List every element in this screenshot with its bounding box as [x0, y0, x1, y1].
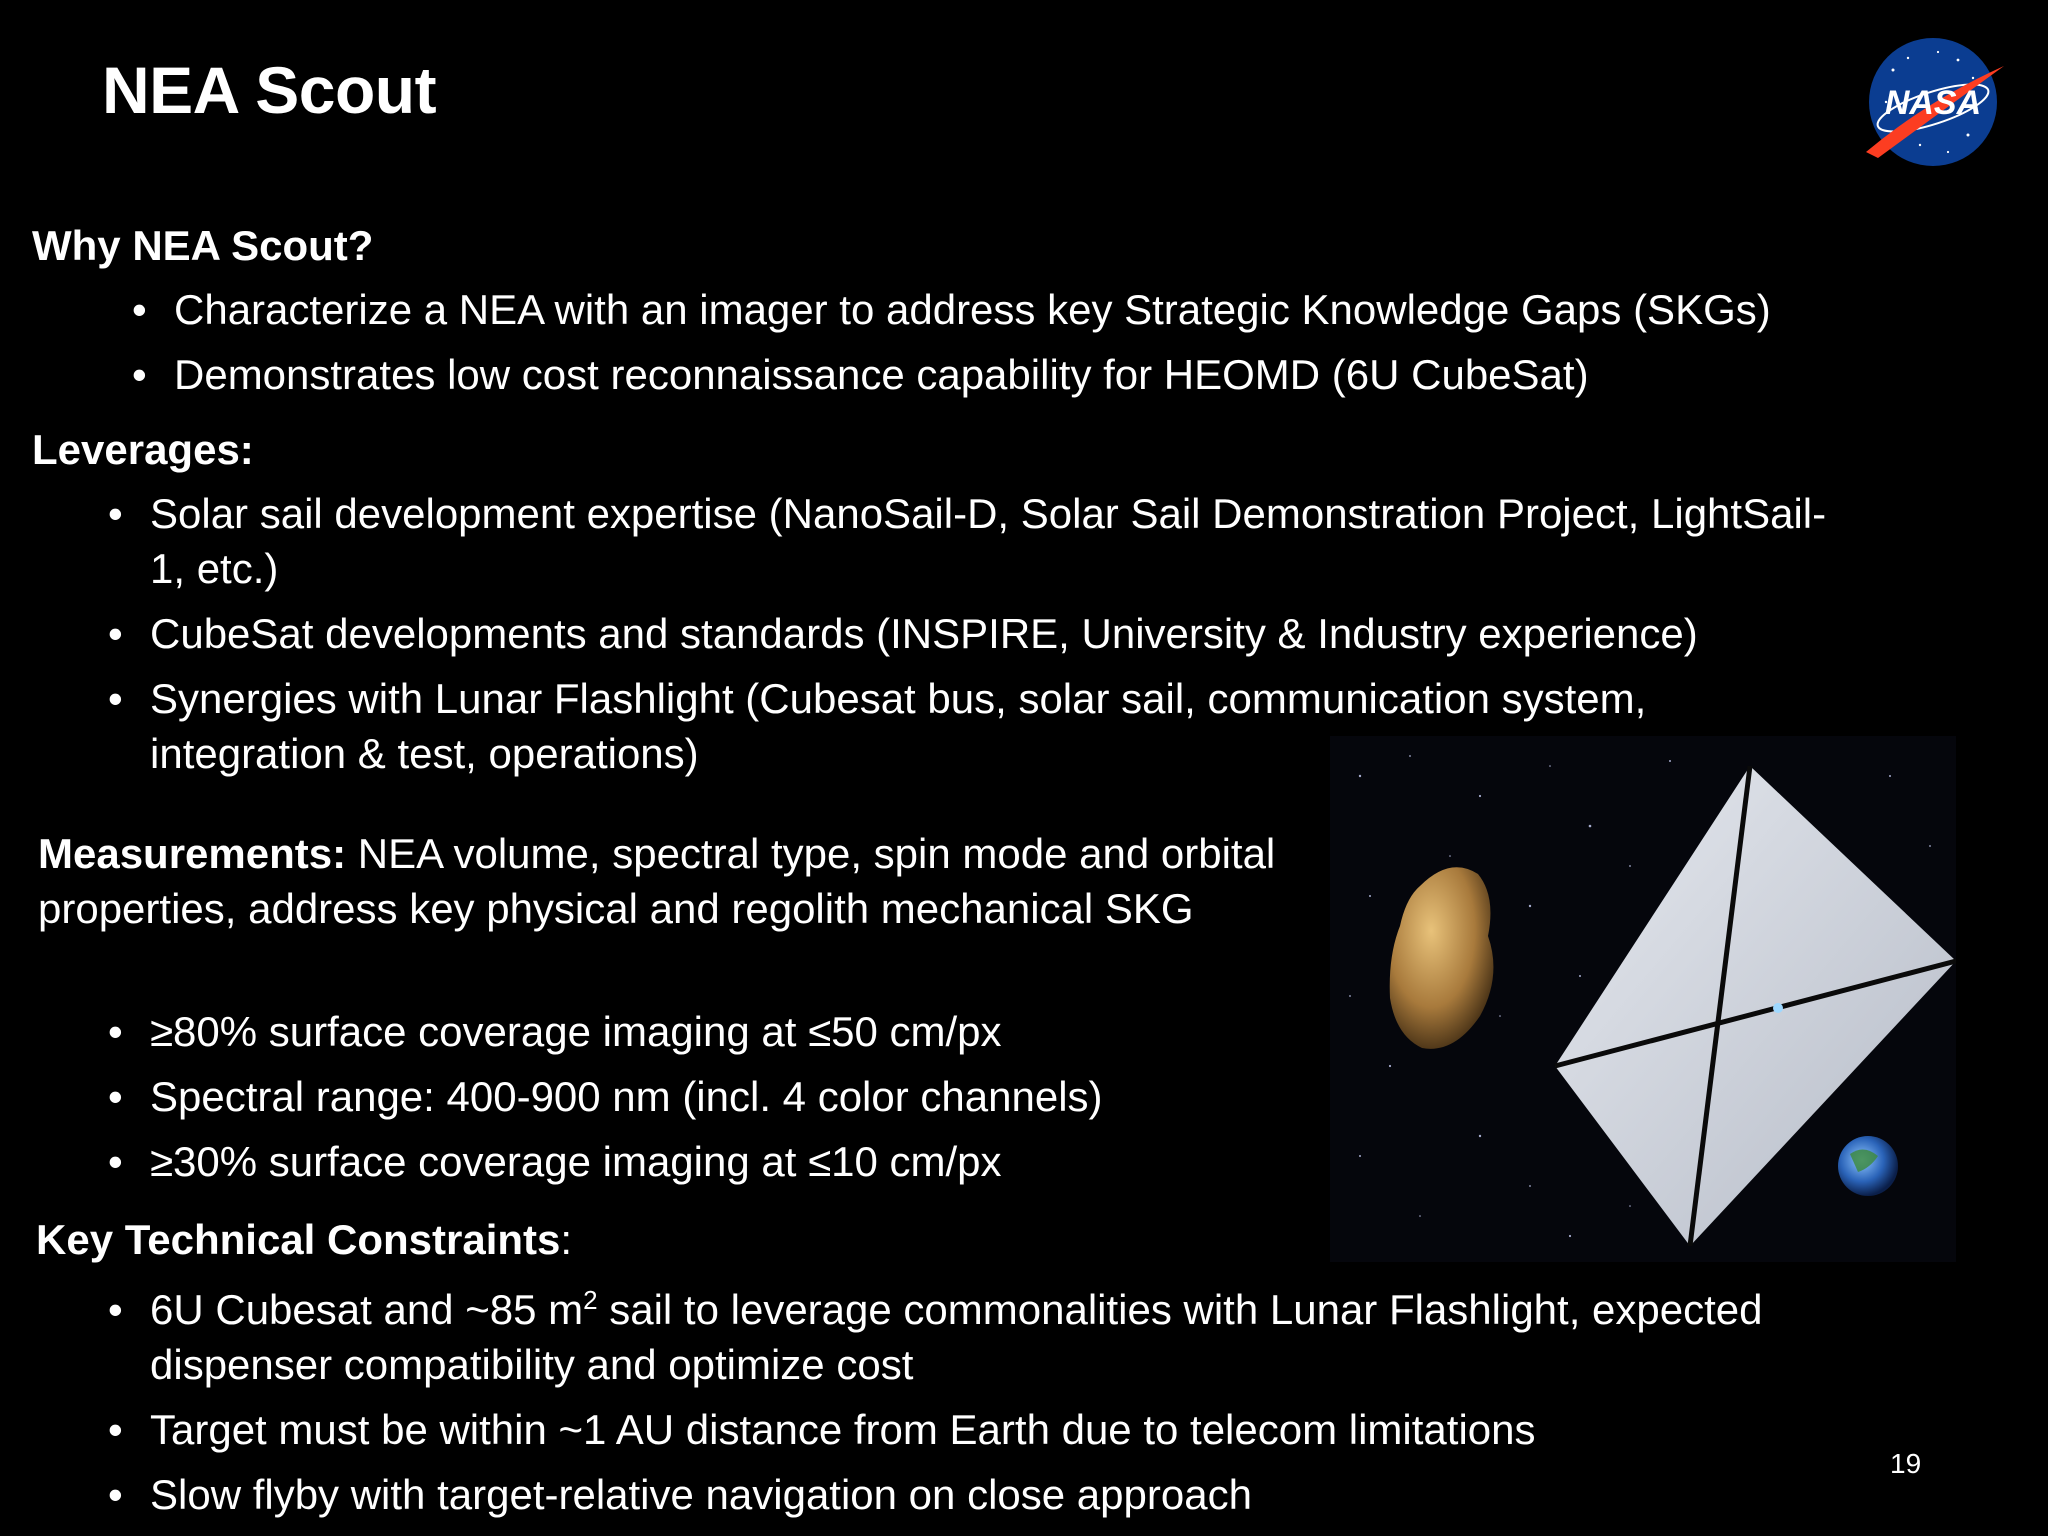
list-item: • ≥30% surface coverage imaging at ≤10 cm/px [150, 1134, 1350, 1189]
slide-title: NEA Scout [102, 53, 437, 127]
list-item: • ≥80% surface coverage imaging at ≤50 cm/px [150, 1004, 1350, 1059]
list-item: • Solar sail development expertise (NanoSail-D, Solar Sail Demonstration Project, LightSail-1, etc.) [150, 486, 1830, 596]
nasa-logo [1858, 30, 2008, 170]
list-item: • Target must be within ~1 AU distance from Earth due to telecom limitations [150, 1402, 1950, 1457]
constraint-text: 6U Cubesat and ~85 m [150, 1286, 584, 1333]
nasa-logo-text: NASA [1884, 84, 1982, 122]
list-item: • Synergies with Lunar Flashlight (Cubesat bus, solar sail, communication system, integration & test, operations) [150, 671, 1830, 781]
list-item: • Slow flyby with target-relative navigation on close approach [150, 1467, 1950, 1522]
measurements-paragraph [38, 826, 1298, 936]
list-item: • CubeSat developments and standards (INSPIRE, University & Industry experience) [150, 606, 1830, 661]
measurements-list [150, 1004, 1350, 1199]
list-item [150, 1282, 1950, 1392]
list-item: • Demonstrates low cost reconnaissance capability for HEOMD (6U CubeSat) [174, 347, 1974, 402]
constraints-label: Key Technical Constraints [36, 1216, 561, 1263]
constraints-list [150, 1282, 1950, 1532]
constraints-heading [36, 1216, 572, 1264]
constraint-text: sail to leverage commonalities with Lunar Flashlight, expected dispenser compatibility and optimize cost [150, 1286, 1763, 1388]
solar-sail-illustration [1330, 736, 1956, 1262]
constraints-suffix: : [560, 1216, 573, 1263]
why-list [174, 282, 1974, 412]
superscript: 2 [583, 1285, 598, 1315]
list-item: • Spectral range: 400-900 nm (incl. 4 color channels) [150, 1069, 1350, 1124]
measurements-text: NEA volume, spectral type, spin mode and orbital properties, address key physical and regolith mechanical SKG [38, 830, 1276, 932]
why-heading: Why NEA Scout? [32, 222, 374, 269]
measurements-label: Measurements: [38, 830, 347, 877]
page-number: 19 [1890, 1448, 1922, 1479]
list-item: • Characterize a NEA with an imager to address key Strategic Knowledge Gaps (SKGs) [174, 282, 1974, 337]
leverages-heading: Leverages: [32, 426, 254, 473]
